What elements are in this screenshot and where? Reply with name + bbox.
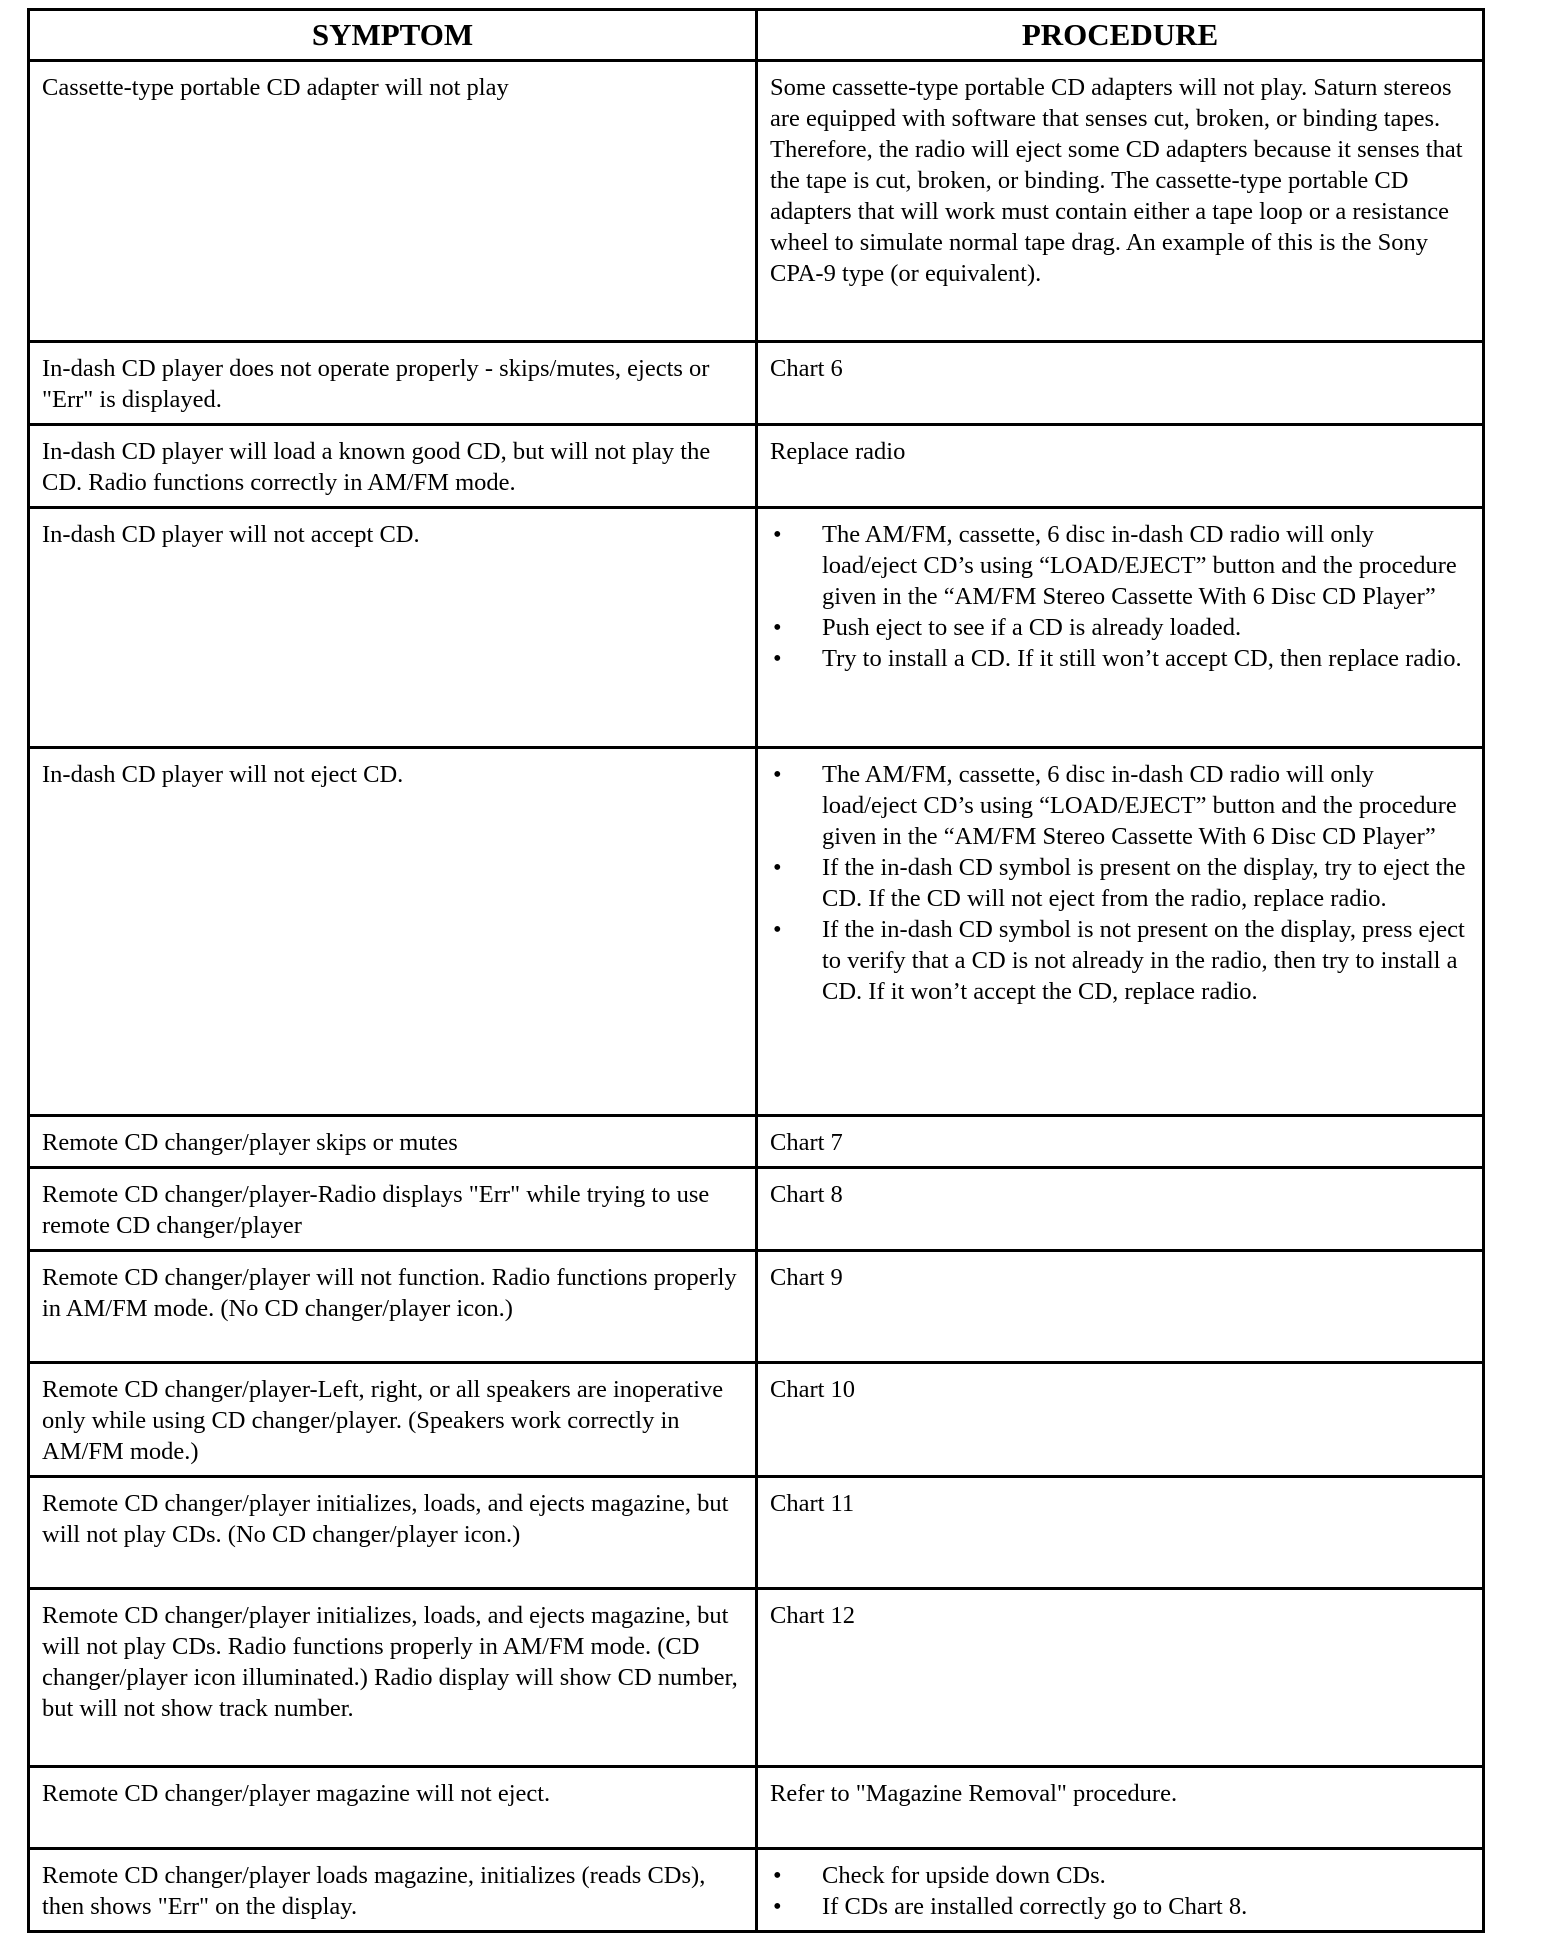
procedure-bullet: • The AM/FM, cassette, 6 disc in-dash CD radio will only load/eject CD’s using “LOAD/EJECT” button and the procedure given in the “AM/FM Stereo Cassette With 6 Disc CD Player”	[770, 759, 1470, 852]
symptom-cell: In-dash CD player will not accept CD.	[29, 508, 757, 748]
table-row	[29, 1168, 1484, 1251]
symptom-cell: Remote CD changer/player initializes, loads, and ejects magazine, but will not play CDs. Radio functions properly in AM/FM mode. (CD changer/player icon illuminated.) Radio display will show CD number, but will not show track number.	[29, 1589, 757, 1767]
symptom-cell: Remote CD changer/player magazine will not eject.	[29, 1767, 757, 1849]
table-row	[29, 61, 1484, 342]
symptom-cell: Cassette-type portable CD adapter will not play	[29, 61, 757, 342]
procedure-bullet: • Push eject to see if a CD is already loaded.	[770, 612, 1470, 643]
procedure-bullet: • If the in-dash CD symbol is present on the display, try to eject the CD. If the CD will not eject from the radio, replace radio.	[770, 852, 1470, 914]
procedure-bullet-list	[770, 1860, 1470, 1922]
procedure-bullet: • Try to install a CD. If it still won’t accept CD, then replace radio.	[770, 643, 1470, 674]
table-row	[29, 508, 1484, 748]
table-header-row	[29, 10, 1484, 61]
procedure-cell: Refer to "Magazine Removal" procedure.	[757, 1767, 1484, 1849]
table-row	[29, 1251, 1484, 1363]
procedure-cell: Chart 7	[757, 1116, 1484, 1168]
procedure-cell: Some cassette-type portable CD adapters will not play. Saturn stereos are equipped with software that senses cut, broken, or binding tapes. Therefore, the radio will eject some CD adapters because it senses that the tape is cut, broken, or binding. The cassette-type portable CD adapters that will work must contain either a tape loop or a resistance wheel to simulate normal tape drag. An example of this is the Sony CPA-9 type (or equivalent).	[757, 61, 1484, 342]
symptom-cell: Remote CD changer/player loads magazine, initializes (reads CDs), then shows "Err" on the display.	[29, 1849, 757, 1932]
table-row	[29, 748, 1484, 1116]
procedure-cell	[757, 1849, 1484, 1932]
procedure-bullet: • If CDs are installed correctly go to Chart 8.	[770, 1891, 1470, 1922]
procedure-cell: Chart 8	[757, 1168, 1484, 1251]
table-row	[29, 1363, 1484, 1477]
procedure-bullet: • Check for upside down CDs.	[770, 1860, 1470, 1891]
procedure-cell	[757, 748, 1484, 1116]
symptom-cell: Remote CD changer/player-Left, right, or all speakers are inoperative only while using CD changer/player. (Speakers work correctly in AM/FM mode.)	[29, 1363, 757, 1477]
procedure-cell	[757, 508, 1484, 748]
symptom-cell: Remote CD changer/player initializes, loads, and ejects magazine, but will not play CDs. (No CD changer/player icon.)	[29, 1477, 757, 1589]
table-row	[29, 1767, 1484, 1849]
procedure-bullet: • If the in-dash CD symbol is not present on the display, press eject to verify that a CD is not already in the radio, then try to install a CD. If it won’t accept the CD, replace radio.	[770, 914, 1470, 1007]
table-row	[29, 1849, 1484, 1932]
procedure-cell: Replace radio	[757, 425, 1484, 508]
procedure-cell: Chart 6	[757, 342, 1484, 425]
symptom-cell: In-dash CD player will not eject CD.	[29, 748, 757, 1116]
procedure-column-header: PROCEDURE	[757, 10, 1484, 61]
symptom-cell: Remote CD changer/player skips or mutes	[29, 1116, 757, 1168]
symptom-cell: Remote CD changer/player-Radio displays "Err" while trying to use remote CD changer/player	[29, 1168, 757, 1251]
table-row	[29, 1589, 1484, 1767]
procedure-cell: Chart 11	[757, 1477, 1484, 1589]
symptom-cell: Remote CD changer/player will not function. Radio functions properly in AM/FM mode. (No CD changer/player icon.)	[29, 1251, 757, 1363]
procedure-bullet-list	[770, 759, 1470, 1007]
table-row	[29, 1116, 1484, 1168]
procedure-cell: Chart 9	[757, 1251, 1484, 1363]
table-row	[29, 425, 1484, 508]
procedure-bullet: • The AM/FM, cassette, 6 disc in-dash CD radio will only load/eject CD’s using “LOAD/EJECT” button and the procedure given in the “AM/FM Stereo Cassette With 6 Disc CD Player”	[770, 519, 1470, 612]
symptom-cell: In-dash CD player does not operate properly - skips/mutes, ejects or "Err" is displayed.	[29, 342, 757, 425]
procedure-bullet-list	[770, 519, 1470, 674]
table-row	[29, 1477, 1484, 1589]
symptom-cell: In-dash CD player will load a known good CD, but will not play the CD. Radio functions correctly in AM/FM mode.	[29, 425, 757, 508]
table-row	[29, 342, 1484, 425]
symptom-column-header: SYMPTOM	[29, 10, 757, 61]
procedure-cell: Chart 10	[757, 1363, 1484, 1477]
procedure-cell: Chart 12	[757, 1589, 1484, 1767]
symptom-procedure-table	[27, 8, 1485, 1933]
